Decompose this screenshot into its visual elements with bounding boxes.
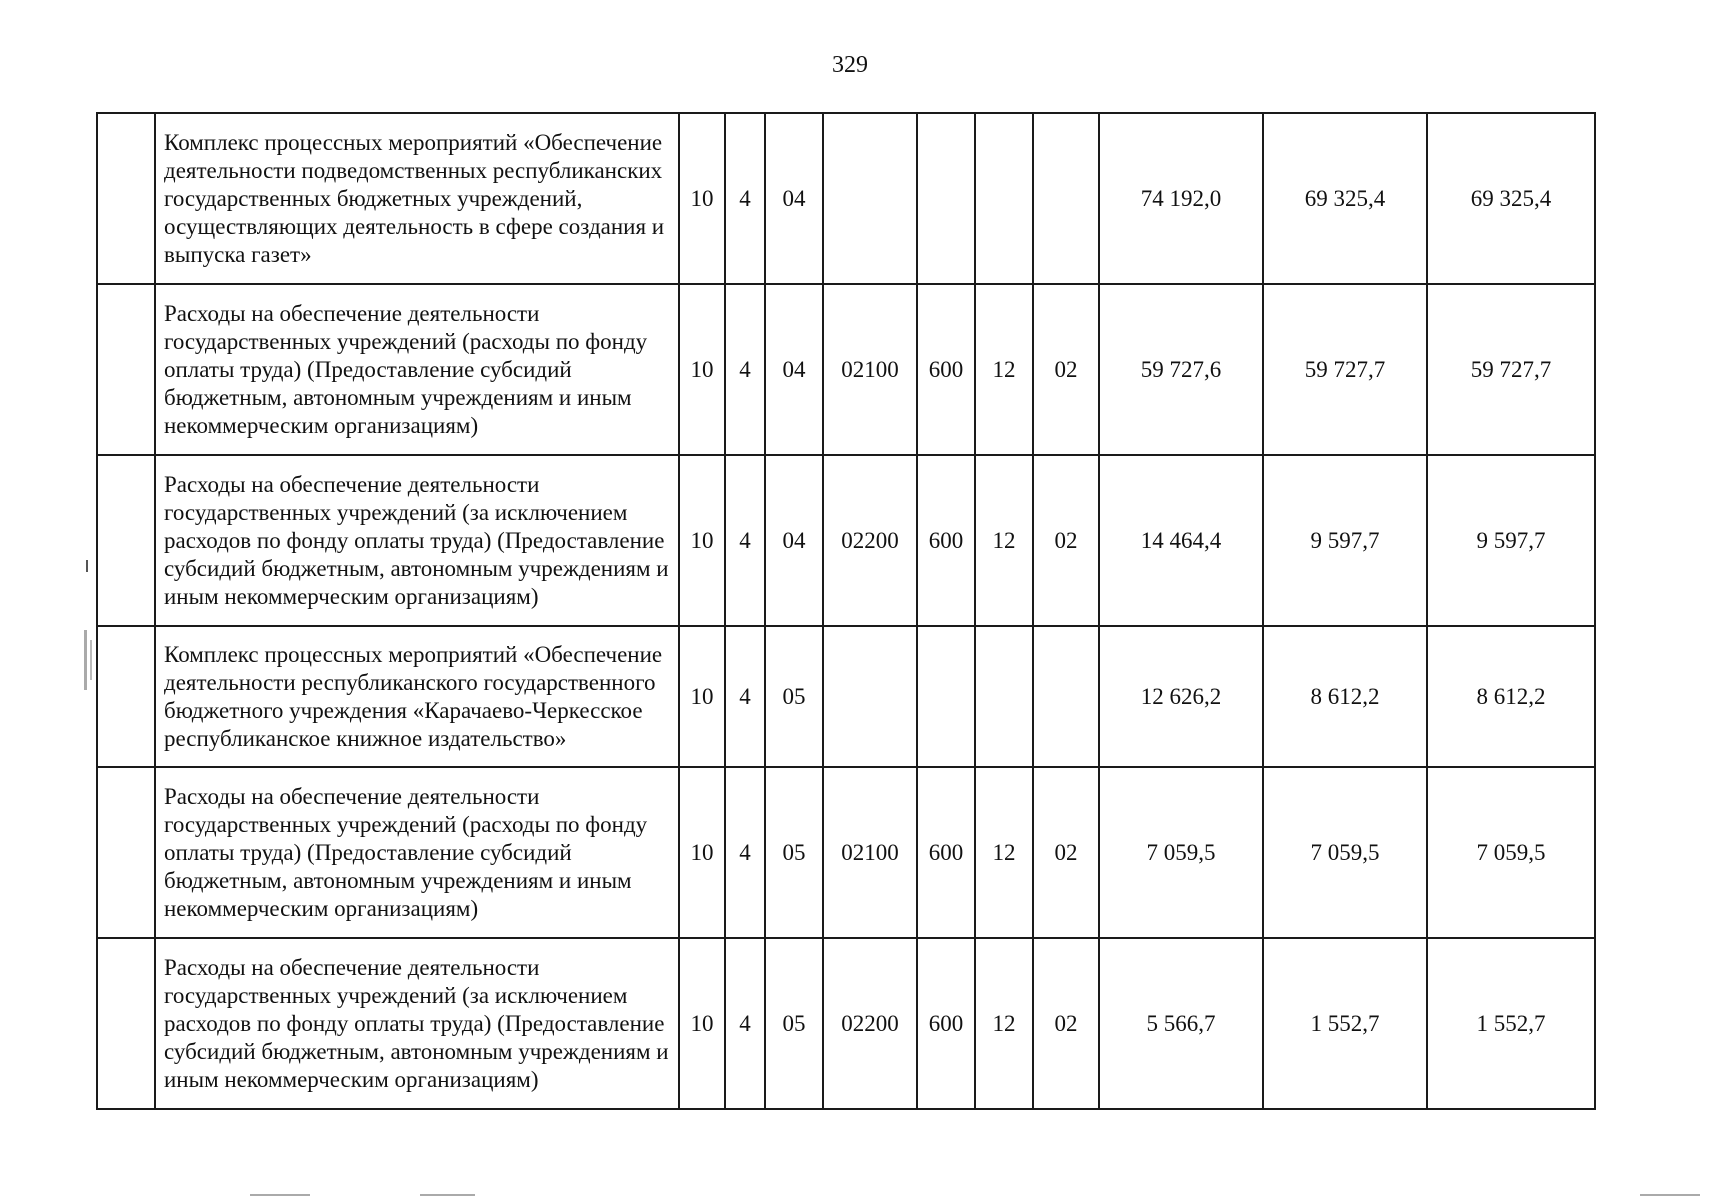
row-name-cell — [97, 626, 155, 767]
scan-speckle — [90, 640, 92, 680]
code-cell: 02200 — [823, 455, 917, 626]
code-cell: 600 — [917, 767, 975, 938]
table-row — [97, 626, 1595, 767]
table-row — [97, 938, 1595, 1109]
row-description: Расходы на обеспечение деятельности государственных учреждений (за исключением расходов по фонду оплаты труда) (Предоставление субсидий бюджетным, автономным учреждениям и иным некоммерческим организациям) — [155, 455, 679, 626]
table-row — [97, 767, 1595, 938]
code-cell — [823, 626, 917, 767]
row-description: Комплекс процессных мероприятий «Обеспечение деятельности подведомственных республиканских государственных бюджетных учреждений, осуществляющих деятельность в сфере создания и выпуска газет» — [155, 113, 679, 284]
amount-cell: 8 612,2 — [1427, 626, 1595, 767]
amount-cell: 59 727,7 — [1427, 284, 1595, 455]
row-name-cell — [97, 938, 155, 1109]
code-cell — [917, 626, 975, 767]
amount-cell: 7 059,5 — [1427, 767, 1595, 938]
code-cell — [823, 113, 917, 284]
amount-cell: 59 727,6 — [1099, 284, 1263, 455]
code-cell: 02200 — [823, 938, 917, 1109]
code-cell: 12 — [975, 938, 1033, 1109]
code-cell: 05 — [765, 767, 823, 938]
code-cell — [975, 626, 1033, 767]
scan-speckle — [86, 560, 88, 572]
code-cell: 4 — [725, 767, 765, 938]
code-cell: 05 — [765, 938, 823, 1109]
row-name-cell — [97, 284, 155, 455]
code-cell: 02 — [1033, 284, 1099, 455]
code-cell — [975, 113, 1033, 284]
row-name-cell — [97, 767, 155, 938]
amount-cell: 14 464,4 — [1099, 455, 1263, 626]
amount-cell: 74 192,0 — [1099, 113, 1263, 284]
code-cell: 4 — [725, 626, 765, 767]
code-cell: 10 — [679, 284, 725, 455]
page-number: 329 — [832, 52, 868, 78]
amount-cell: 5 566,7 — [1099, 938, 1263, 1109]
row-name-cell — [97, 113, 155, 284]
scan-speckle — [250, 1194, 310, 1196]
scan-speckle — [84, 630, 87, 690]
amount-cell: 7 059,5 — [1099, 767, 1263, 938]
code-cell: 4 — [725, 938, 765, 1109]
code-cell: 04 — [765, 113, 823, 284]
code-cell: 600 — [917, 938, 975, 1109]
amount-cell: 1 552,7 — [1427, 938, 1595, 1109]
code-cell — [1033, 113, 1099, 284]
code-cell: 02 — [1033, 767, 1099, 938]
code-cell: 02 — [1033, 455, 1099, 626]
table-row — [97, 113, 1595, 284]
code-cell: 10 — [679, 626, 725, 767]
amount-cell: 7 059,5 — [1263, 767, 1427, 938]
code-cell: 10 — [679, 113, 725, 284]
code-cell: 02 — [1033, 938, 1099, 1109]
code-cell: 600 — [917, 455, 975, 626]
code-cell: 10 — [679, 938, 725, 1109]
amount-cell: 12 626,2 — [1099, 626, 1263, 767]
row-description: Расходы на обеспечение деятельности государственных учреждений (расходы по фонду оплаты труда) (Предоставление субсидий бюджетным, автономным учреждениям и иным некоммерческим организациям) — [155, 767, 679, 938]
code-cell: 4 — [725, 284, 765, 455]
amount-cell: 8 612,2 — [1263, 626, 1427, 767]
code-cell: 04 — [765, 284, 823, 455]
code-cell: 02100 — [823, 767, 917, 938]
code-cell: 10 — [679, 455, 725, 626]
amount-cell: 59 727,7 — [1263, 284, 1427, 455]
amount-cell: 69 325,4 — [1427, 113, 1595, 284]
code-cell — [917, 113, 975, 284]
budget-table — [96, 112, 1596, 1110]
amount-cell: 1 552,7 — [1263, 938, 1427, 1109]
code-cell: 12 — [975, 284, 1033, 455]
scan-speckle — [1640, 1194, 1700, 1196]
code-cell: 600 — [917, 284, 975, 455]
code-cell: 02100 — [823, 284, 917, 455]
scan-speckle — [420, 1194, 475, 1196]
code-cell: 4 — [725, 113, 765, 284]
row-description: Комплекс процессных мероприятий «Обеспечение деятельности республиканского государственного бюджетного учреждения «Карачаево-Черкесское республиканское книжное издательство» — [155, 626, 679, 767]
table-row — [97, 284, 1595, 455]
row-description: Расходы на обеспечение деятельности государственных учреждений (за исключением расходов по фонду оплаты труда) (Предоставление субсидий бюджетным, автономным учреждениям и иным некоммерческим организациям) — [155, 938, 679, 1109]
code-cell — [1033, 626, 1099, 767]
table-row — [97, 455, 1595, 626]
amount-cell: 9 597,7 — [1263, 455, 1427, 626]
code-cell: 4 — [725, 455, 765, 626]
amount-cell: 9 597,7 — [1427, 455, 1595, 626]
code-cell: 04 — [765, 455, 823, 626]
row-name-cell — [97, 455, 155, 626]
amount-cell: 69 325,4 — [1263, 113, 1427, 284]
code-cell: 12 — [975, 455, 1033, 626]
code-cell: 10 — [679, 767, 725, 938]
code-cell: 12 — [975, 767, 1033, 938]
code-cell: 05 — [765, 626, 823, 767]
row-description: Расходы на обеспечение деятельности государственных учреждений (расходы по фонду оплаты труда) (Предоставление субсидий бюджетным, автономным учреждениям и иным некоммерческим организациям) — [155, 284, 679, 455]
